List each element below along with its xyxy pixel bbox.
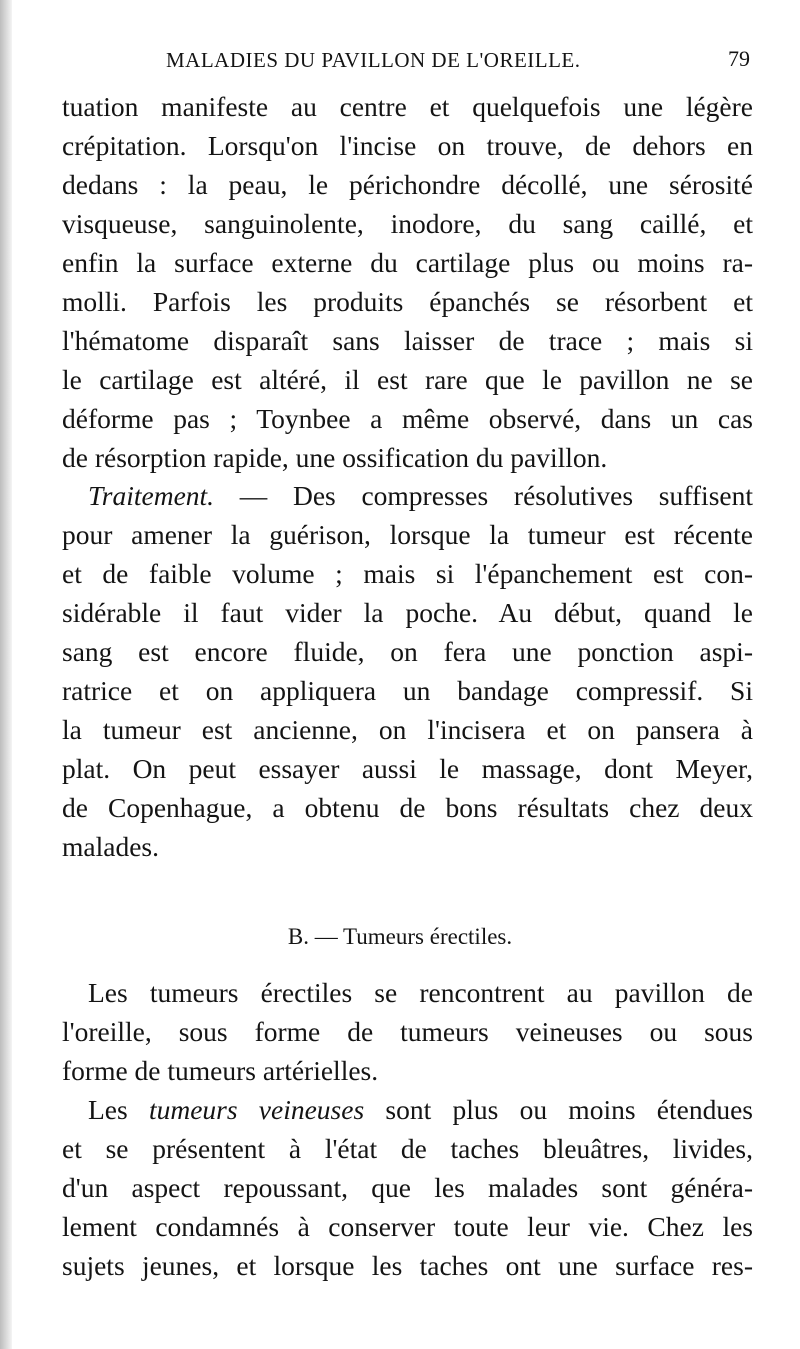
page-gutter-shadow <box>0 0 12 1349</box>
text-line: sidérable il faut vider la poche. Au début, quand le <box>62 597 753 628</box>
text-line: crépitation. Lorsqu'on l'incise on trouve, de dehors en <box>62 130 753 161</box>
text-line: dedans : la peau, le périchondre décollé, une sérosité <box>62 169 753 200</box>
text-line: sujets jeunes, et lorsque les taches ont une surface res- <box>62 1250 753 1281</box>
treatment-first-rest: — Des compresses résolutives suffisent <box>214 480 753 511</box>
text-line: l'oreille, sous forme de tumeurs veineuses ou sous <box>62 1016 753 1047</box>
section-heading: B. — Tumeurs érectiles. <box>287 924 513 949</box>
page-number: 79 <box>728 46 750 71</box>
text-line: lement condamnés à conserver toute leur vie. Chez les <box>62 1211 753 1242</box>
text-line: malades. <box>62 831 159 862</box>
text-line: de Copenhague, a obtenu de bons résultats chez deux <box>62 792 753 823</box>
text-line: et se présentent à l'état de taches bleuâtres, livides, <box>62 1133 753 1164</box>
text-line: tuation manifeste au centre et quelquefois une légère <box>62 91 753 122</box>
text-line: le cartilage est altéré, il est rare que le pavillon ne se <box>62 364 753 395</box>
veinous-paragraph-first-line <box>88 1091 753 1129</box>
text-line: et de faible volume ; mais si l'épanchement est con- <box>62 558 753 589</box>
text-line: la tumeur est ancienne, on l'incisera et on pansera à <box>62 714 753 745</box>
text-line: visqueuse, sanguinolente, inodore, du sang caillé, et <box>62 208 753 239</box>
veinous-start: Les <box>88 1094 149 1125</box>
treatment-paragraph-first-line <box>88 477 753 515</box>
text-line: Les tumeurs érectiles se rencontrent au pavillon de <box>88 977 753 1008</box>
text-line: d'un aspect repoussant, que les malades sont généra- <box>62 1172 753 1203</box>
text-line: l'hématome disparaît sans laisser de trace ; mais si <box>62 325 753 356</box>
text-line: plat. On peut essayer aussi le massage, dont Meyer, <box>62 753 753 784</box>
text-line: enfin la surface externe du cartilage plus ou moins ra- <box>62 247 753 278</box>
treatment-label: Traitement. <box>88 480 215 511</box>
text-line: forme de tumeurs artérielles. <box>62 1055 379 1086</box>
text-line: sang est encore fluide, on fera une ponction aspi- <box>62 636 753 667</box>
running-header <box>60 44 756 78</box>
text-line: de résorption rapide, une ossification du pavillon. <box>62 442 608 473</box>
veinous-term: tumeurs veineuses <box>148 1094 365 1125</box>
text-line: pour amener la guérison, lorsque la tumeur est récente <box>62 519 753 550</box>
veinous-rest: sont plus ou moins étendues <box>364 1094 753 1125</box>
text-line: déforme pas ; Toynbee a même observé, dans un cas <box>62 403 753 434</box>
running-title: MALADIES DU PAVILLON DE L'OREILLE. <box>166 48 581 72</box>
text-line: ratrice et on appliquera un bandage compressif. Si <box>62 675 753 706</box>
text-line: molli. Parfois les produits épanchés se résorbent et <box>62 286 753 317</box>
